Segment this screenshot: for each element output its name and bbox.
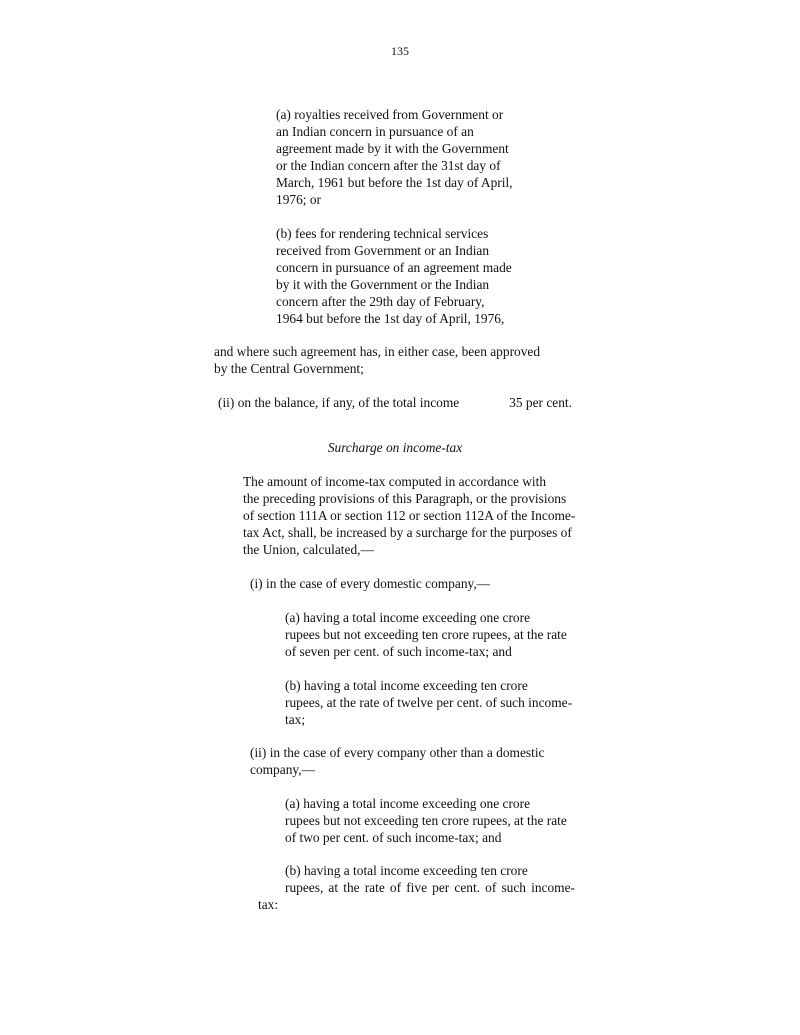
other-clause-b [258,862,575,913]
text-line: (a) having a total income exceeding one crore [285,796,531,811]
text-line: of seven per cent. of such income-tax; and [285,644,512,659]
text-line: The amount of income-tax computed in accordance with [243,474,547,489]
text-line: (a) royalties received from Government or [276,107,504,122]
text-line: of section 111A or section 112 or section 112A of the Income- [243,508,576,523]
text-line: 1976; or [276,192,322,207]
clause-a-royalties [276,106,532,208]
text-line: tax; [285,712,306,727]
other-company-heading [250,744,576,778]
text-line: rupees but not exceeding ten crore rupees, at the rate [285,813,567,828]
text-line: an Indian concern in pursuance of an [276,124,474,139]
text-line: the Union, calculated,— [243,542,374,557]
other-clause-a [258,795,575,846]
text-line: the preceding provisions of this Paragraph, or the provisions [243,491,567,506]
domestic-clause-b [258,677,575,728]
text-line: received from Government or an Indian [276,243,490,258]
text-line: concern after the 29th day of February, [276,294,485,309]
text-line: by it with the Government or the Indian [276,277,490,292]
text-line: rupees but not exceeding ten crore rupees, at the rate [285,627,567,642]
text-line: or the Indian concern after the 31st day of [276,158,501,173]
text-line: by the Central Government; [214,361,364,376]
text-line: rupees, at the rate of twelve per cent. of such income- [285,695,573,710]
text-line: 1964 but before the 1st day of April, 1976, [276,311,505,326]
text-line: of two per cent. of such income-tax; and [285,830,502,845]
text-line: and where such agreement has, in either case, been approved [214,344,541,359]
text-line: tax Act, shall, be increased by a surcharge for the purposes of [243,525,572,540]
text-line: March, 1961 but before the 1st day of April, [276,175,513,190]
domestic-company-heading: (i) in the case of every domestic company,— [250,576,491,591]
page-number: 135 [391,44,409,58]
balance-text: (ii) on the balance, if any, of the total income [218,395,460,410]
approval-paragraph [214,343,576,377]
balance-rate-row [218,394,574,411]
clause-b-technical-fees [276,225,532,327]
surcharge-heading: Surcharge on income-tax [327,440,463,455]
text-line: company,— [250,762,315,777]
text-line: (b) fees for rendering technical services [276,226,489,241]
text-line: (b) having a total income exceeding ten crore [285,863,528,878]
text-line: rupees, at the rate of five per cent. of such income-tax: [258,880,575,912]
balance-rate: 35 per cent. [509,395,572,410]
text-line: (a) having a total income exceeding one crore [285,610,531,625]
text-line: (b) having a total income exceeding ten crore [285,678,528,693]
surcharge-intro-paragraph [214,473,576,558]
text-line: concern in pursuance of an agreement made [276,260,512,275]
text-line: agreement made by it with the Government [276,141,509,156]
text-line: (ii) in the case of every company other than a domestic [250,745,545,760]
domestic-clause-a [258,609,575,660]
